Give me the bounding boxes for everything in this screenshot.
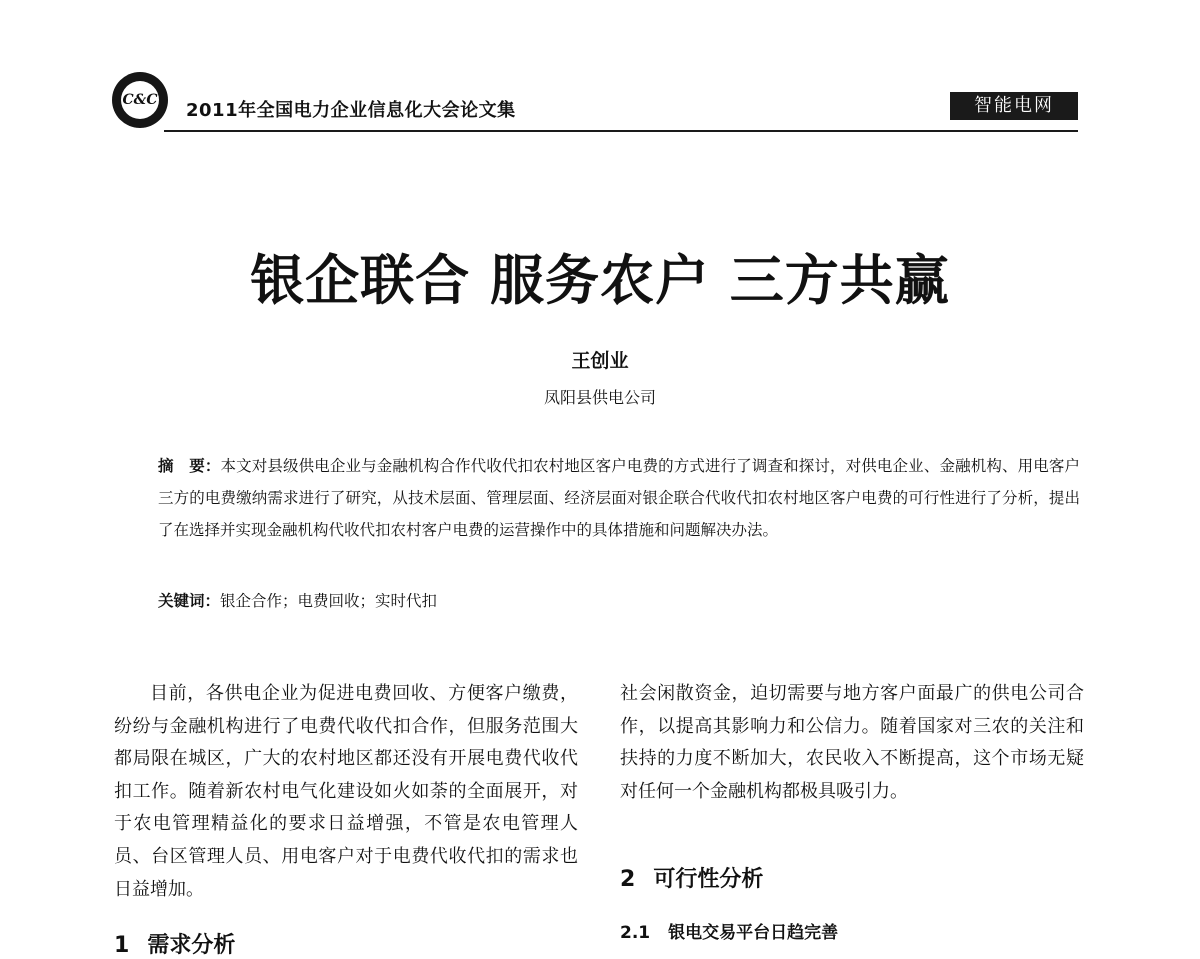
conference-logo-icon: C&C: [112, 72, 168, 128]
keywords-text: 银企合作；电费回收；实时代扣: [220, 592, 438, 610]
section-number: 1: [114, 933, 130, 958]
page-header: [112, 72, 1078, 132]
keywords: [158, 589, 1080, 613]
abstract-label: 摘 要：: [158, 457, 221, 475]
left-paragraph: 目前，各供电企业为促进电费回收、方便客户缴费，纷纷与金融机构进行了电费代收代扣合作，但服务范围大都局限在城区，广大的农村地区都还没有开展电费代收代扣工作。随着新农村电气化建设如火如荼的全面展开，对于农电管理精益化的要求日益增强，不管是农电管理人员、台区管理人员、用电客户对于电费代收代扣的需求也日益增加。: [114, 683, 578, 900]
subsection-heading-2-1: [620, 918, 838, 943]
right-column: [620, 678, 1084, 808]
section-badge: 智能电网: [950, 92, 1078, 120]
abstract: [158, 450, 1080, 546]
paper-title: 银企联合 服务农户 三方共赢: [250, 248, 950, 312]
keywords-label: 关键词：: [158, 592, 221, 610]
section-heading-text: 需求分析: [147, 933, 236, 958]
section-heading-1: [114, 928, 235, 959]
abstract-text: 本文对县级供电企业与金融机构合作代收代扣农村地区客户电费的方式进行了调查和探讨，对供电企业、金融机构、用电客户三方的电费缴纳需求进行了研究，从技术层面、管理层面、经济层面对银企联合代收代扣农村地区客户电费的可行性进行了分析，提出了在选择并实现金融机构代收代扣农村客户电费的运营操作中的具体措施和问题解决办法。: [158, 457, 1080, 539]
section-number: 2: [620, 867, 636, 892]
subsection-number: 2.1: [620, 923, 651, 943]
journal-title: 2011年全国电力企业信息化大会论文集: [186, 100, 516, 121]
header-rule: [164, 130, 1078, 132]
section-heading-text: 可行性分析: [653, 867, 764, 892]
section-heading-2: [620, 862, 763, 893]
author-name: 王创业: [571, 350, 629, 372]
author-affiliation: 凤阳县供电公司: [543, 388, 656, 407]
subsection-heading-text: 银电交易平台日趋完善: [668, 923, 839, 943]
left-column: [114, 678, 578, 906]
right-paragraph: 社会闲散资金，迫切需要与地方客户面最广的供电公司合作，以提高其影响力和公信力。随着国家对三农的关注和扶持的力度不断加大，农民收入不断提高，这个市场无疑对任何一个金融机构都极具吸引力。: [620, 683, 1084, 802]
